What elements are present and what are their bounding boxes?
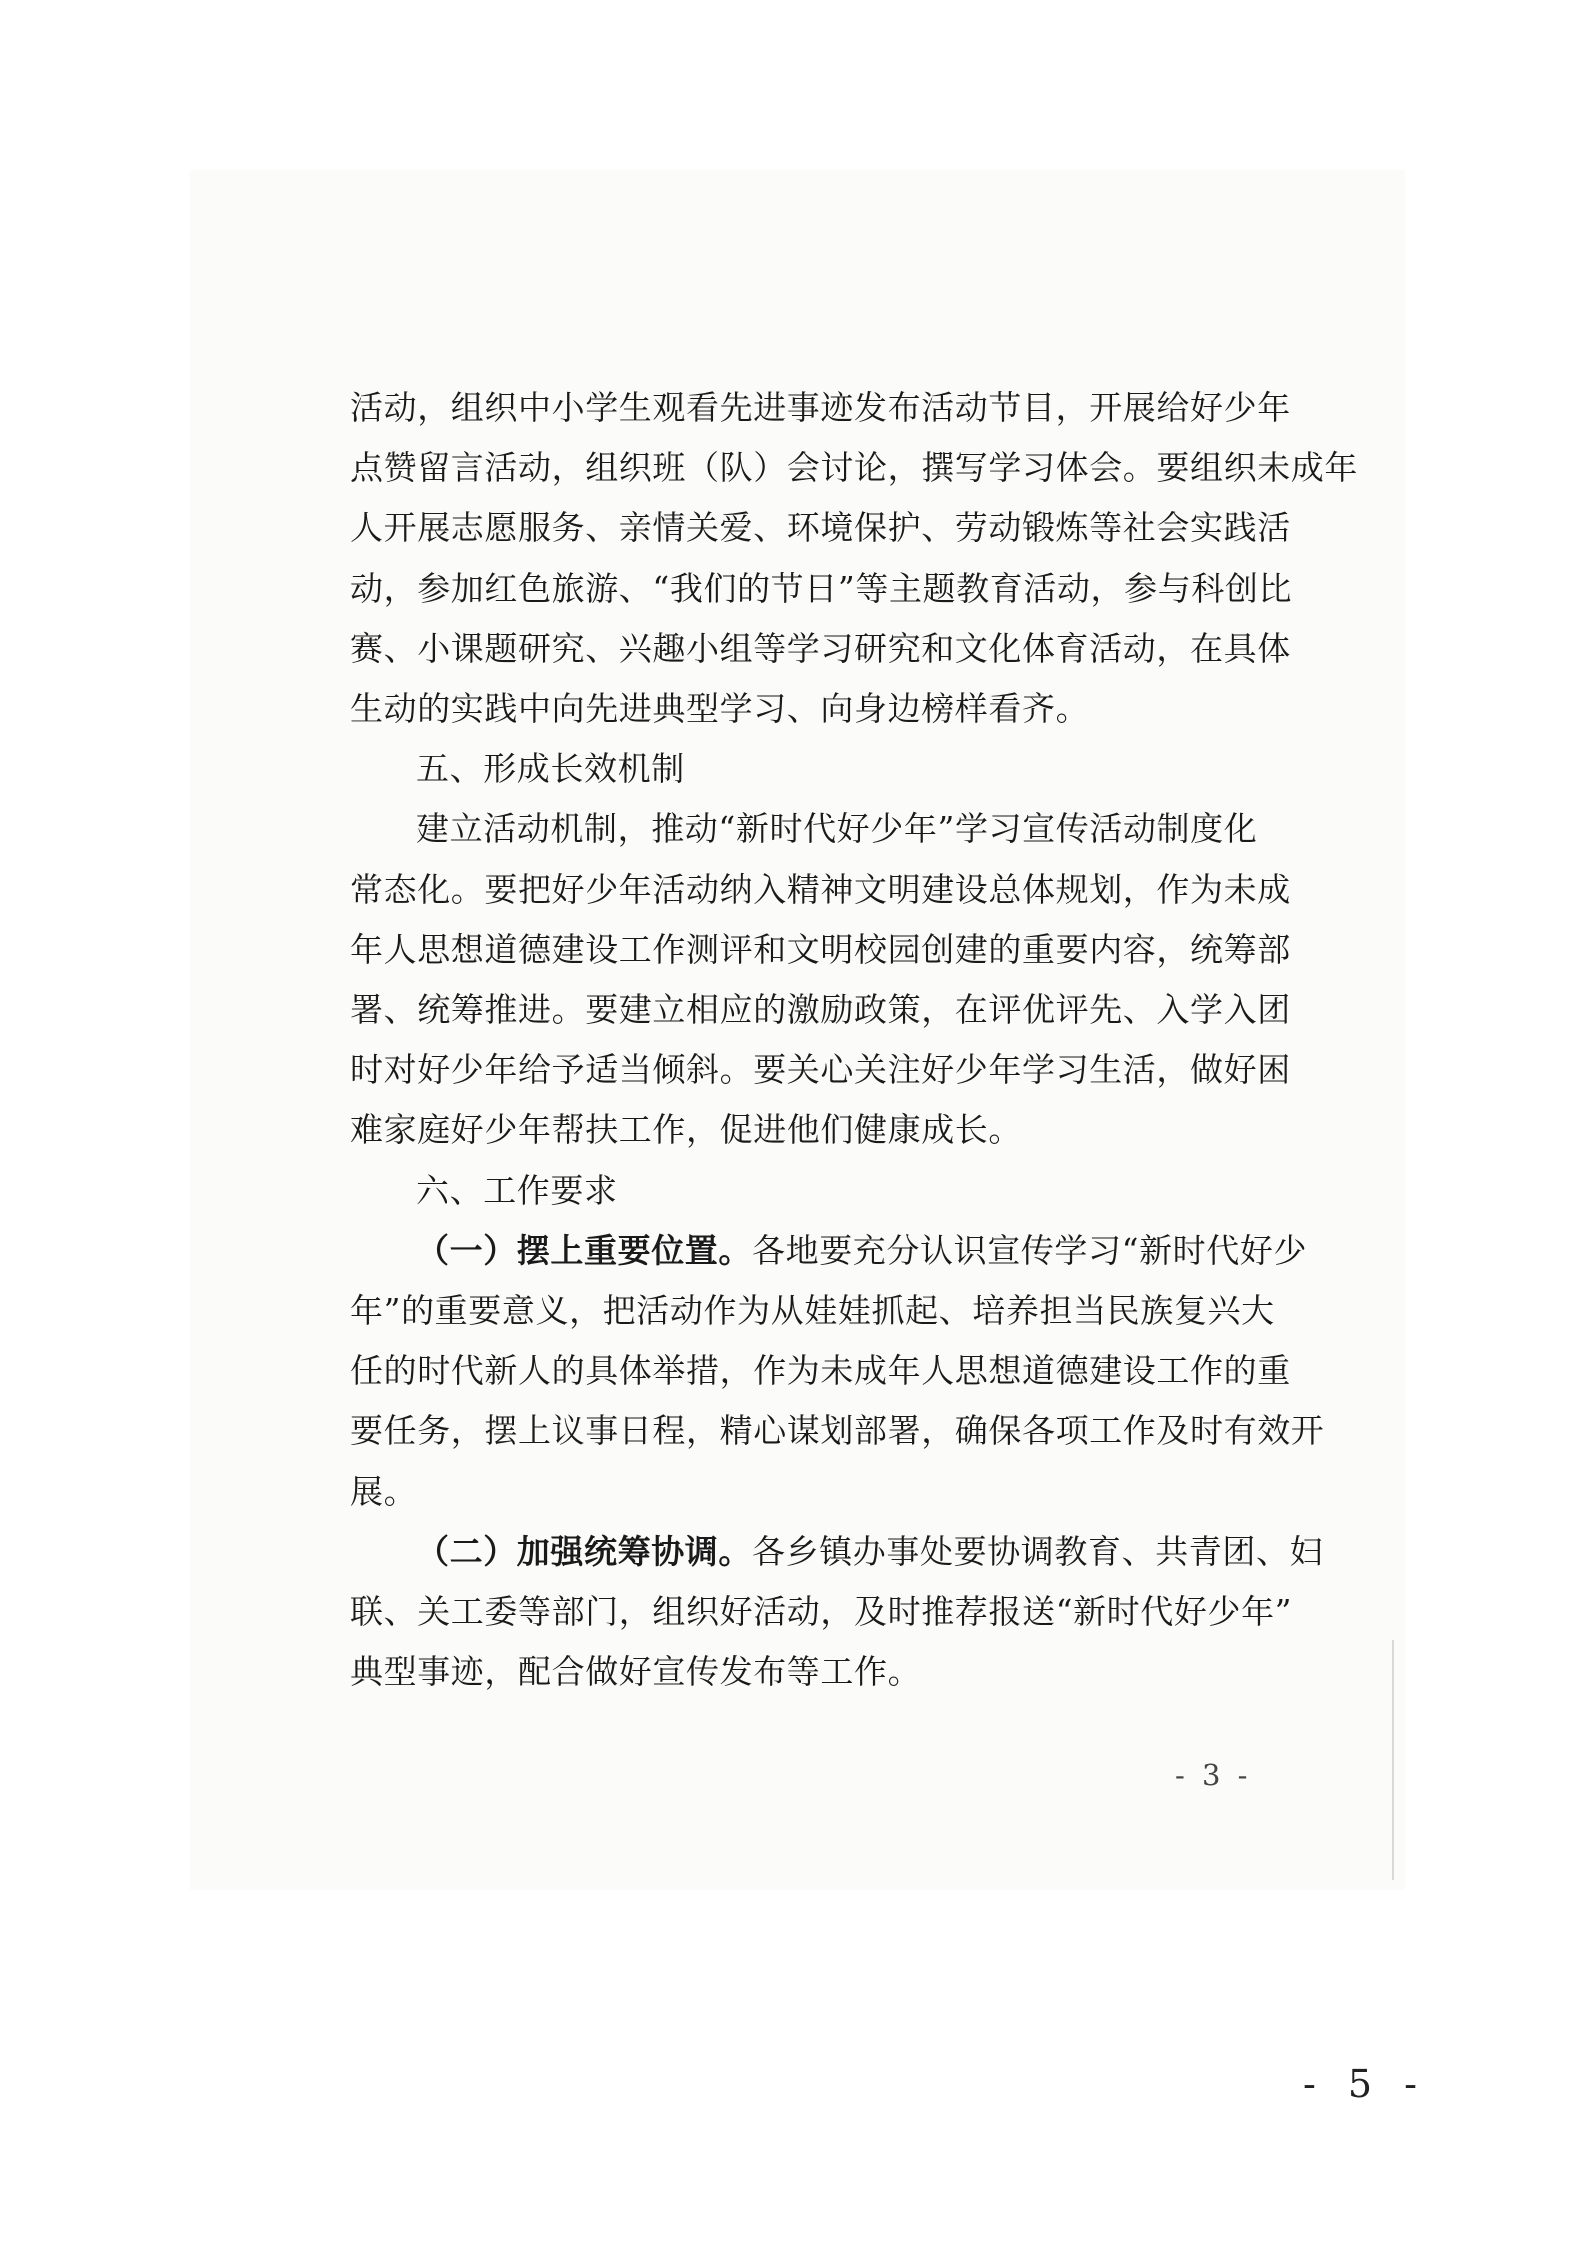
body-line: 生动的实践中向先进典型学习、向身边榜样看齐。 bbox=[350, 689, 1090, 729]
body-line: 赛、小课题研究、兴趣小组等学习研究和文化体育活动，在具体 bbox=[350, 628, 1291, 668]
body-line: 活动，组织中小学生观看先进事迹发布活动节目，开展给好少年 bbox=[350, 388, 1291, 427]
section-heading-6: 六、工作要求 bbox=[416, 1170, 618, 1210]
inner-page-number: - 3 - bbox=[1175, 1758, 1252, 1792]
body-line: 建立活动机制，推动“新时代好少年”学习宣传活动制度化 bbox=[416, 809, 1258, 849]
item-2-text: 各乡镇办事处要协调教育、共青团、妇 bbox=[752, 1531, 1324, 1571]
body-line: 署、统筹推进。要建立相应的激励政策，在评优评先、入学入团 bbox=[350, 990, 1291, 1030]
body-line: 人开展志愿服务、亲情关爱、环境保护、劳动锻炼等社会实践活 bbox=[350, 508, 1291, 548]
page-edge-line bbox=[1392, 1640, 1394, 1880]
item-1-title: （一）摆上重要位置。 bbox=[416, 1230, 752, 1270]
document-body bbox=[350, 378, 1358, 1702]
body-line: 典型事迹，配合做好宣传发布等工作。 bbox=[350, 1652, 922, 1692]
item-2-title: （二）加强统筹协调。 bbox=[416, 1531, 752, 1571]
section-heading-5: 五、形成长效机制 bbox=[416, 749, 685, 789]
outer-page-number: - 5 - bbox=[1303, 2062, 1428, 2106]
body-line: 常态化。要把好少年活动纳入精神文明建设总体规划，作为未成 bbox=[350, 869, 1291, 909]
body-line: 难家庭好少年帮扶工作，促进他们健康成长。 bbox=[350, 1110, 1022, 1150]
body-line: 年人思想道德建设工作测评和文明校园创建的重要内容，统筹部 bbox=[350, 929, 1291, 969]
item-2-first-line bbox=[350, 1522, 1324, 1582]
body-line: 联、关工委等部门，组织好活动，及时推荐报送“新时代好少年” bbox=[350, 1592, 1293, 1632]
body-line: 年”的重要意义，把活动作为从娃娃抓起、培养担当民族复兴大 bbox=[350, 1291, 1275, 1331]
body-line: 时对好少年给予适当倾斜。要关心关注好少年学习生活，做好困 bbox=[350, 1050, 1291, 1090]
body-line: 点赞留言活动，组织班（队）会讨论，撰写学习体会。要组织未成年 bbox=[350, 448, 1358, 488]
body-line: 展。 bbox=[350, 1471, 418, 1511]
body-line: 要任务，摆上议事日程，精心谋划部署，确保各项工作及时有效开 bbox=[350, 1411, 1325, 1451]
body-line: 动，参加红色旅游、“我们的节日”等主题教育活动，参与科创比 bbox=[350, 568, 1293, 608]
item-1-first-line bbox=[350, 1221, 1308, 1281]
body-line: 任的时代新人的具体举措，作为未成年人思想道德建设工作的重 bbox=[350, 1351, 1291, 1391]
item-1-text: 各地要充分认识宣传学习“新时代好少 bbox=[752, 1230, 1308, 1270]
